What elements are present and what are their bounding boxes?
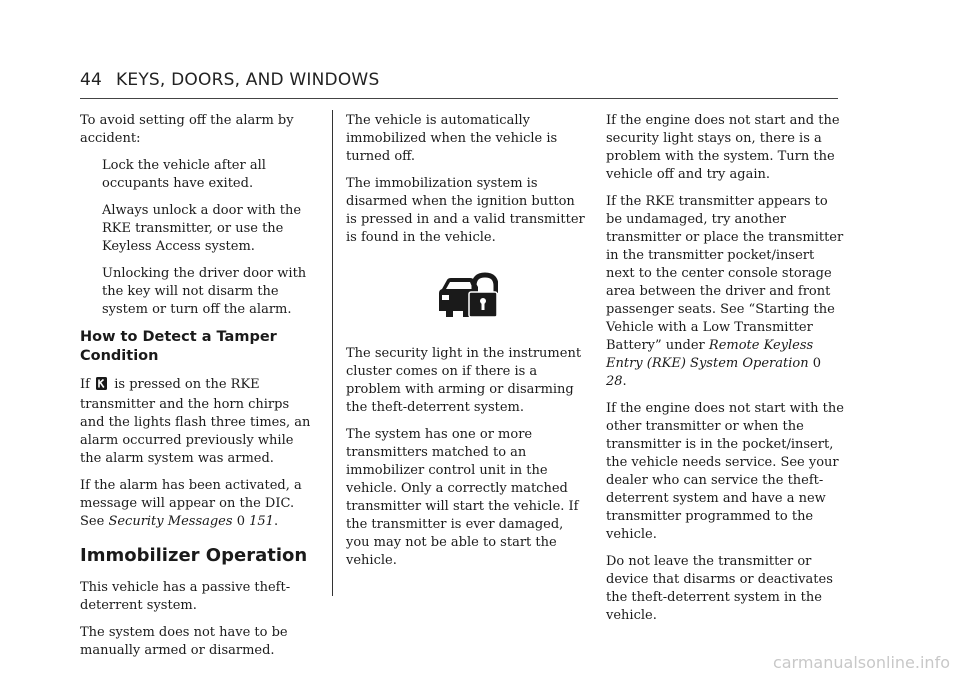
- page-ref: 151: [249, 514, 274, 529]
- security-light-figure: [346, 271, 586, 325]
- text: If the alarm has been activated, a message will appear on the DIC. See: [80, 478, 302, 529]
- column-3: [606, 112, 844, 634]
- xref-security-messages[interactable]: Security Messages: [108, 514, 233, 529]
- security-light-para: The security light in the instrument cluster comes on if there is a problem with arming or disarming the theft-deterrent system.: [346, 346, 582, 415]
- section-title: KEYS, DOORS, AND WINDOWS: [116, 70, 380, 90]
- engine-para-4: Do not leave the transmitter or device that disarms or deactivates the theft-deterrent system in the vehicle.: [606, 554, 833, 623]
- key-fob-lock-icon: [96, 377, 107, 396]
- engine-para-3: If the engine does not start with the other transmitter or when the transmitter is in the pocket/insert, the vehicle needs service. See your dealer who can service the theft-deterrent system and have a new transmitter programmed to the vehicle.: [606, 401, 844, 542]
- security-light-icon: [434, 271, 498, 321]
- heading-tamper: How to Detect a Tamper Condition: [80, 329, 277, 364]
- bullet: [80, 202, 102, 256]
- text: If: [80, 377, 90, 392]
- text: .: [622, 374, 627, 389]
- column-divider: [332, 110, 333, 596]
- engine-para-1: If the engine does not start and the security light stays on, there is a problem with the system. Turn the vehicle off and try again.: [606, 113, 840, 182]
- column-2: [346, 112, 586, 579]
- tamper-para-2: [80, 477, 316, 531]
- immob-para-3: The vehicle is automatically immobilized when the vehicle is turned off.: [346, 113, 558, 164]
- watermark: carmanualsonline.info: [772, 653, 950, 672]
- bullet: [80, 157, 102, 193]
- bullet-text: Lock the vehicle after all occupants have exited.: [102, 158, 266, 191]
- tamper-para-1: [80, 376, 316, 468]
- transmitter-para: The system has one or more transmitters matched to an immobilizer control unit in the vehicle. Only a correctly matched transmitter will start the vehicle. If the transmitter is ever damaged, you may not be able to start the vehicle.: [346, 427, 579, 568]
- alarm-intro: To avoid setting off the alarm by accident:: [80, 113, 294, 146]
- heading-immobilizer: Immobilizer Operation: [80, 545, 308, 566]
- bullet-text: Always unlock a door with the RKE transmitter, or use the Keyless Access system.: [102, 203, 302, 254]
- xref-rke-operation[interactable]: Remote Keyless Entry (RKE) System Operation: [606, 338, 814, 371]
- header-rule: [80, 98, 838, 99]
- text: If the RKE transmitter appears to be undamaged, try another transmitter or place the transmitter in the transmitter pocket/insert next to the center console storage area between the driver and front passenger seats. See “Starting the Vehicle with a Low Transmitter Battery” under: [606, 194, 844, 353]
- xref-symbol: 0: [812, 356, 821, 371]
- immob-para-2: The system does not have to be manually armed or disarmed.: [80, 625, 288, 658]
- text: is pressed on the RKE transmitter and the horn chirps and the lights flash three times, an alarm occurred previously while the alarm system was armed.: [80, 377, 311, 466]
- column-1: [80, 112, 316, 669]
- list-item: [80, 202, 316, 256]
- page-number: 44: [80, 70, 103, 90]
- bullet-subtext: Unlocking the driver door with the key will not disarm the system or turn off the alarm.: [102, 266, 307, 317]
- page-ref: 28: [606, 374, 623, 389]
- text: .: [273, 514, 279, 529]
- list-item: [80, 157, 316, 193]
- immob-para-1: This vehicle has a passive theft-deterrent system.: [80, 580, 291, 613]
- xref-symbol: 0: [236, 514, 245, 529]
- page-header: [80, 70, 379, 90]
- immob-para-4: The immobilization system is disarmed when the ignition button is pressed in and a valid transmitter is found in the vehicle.: [346, 176, 585, 245]
- engine-para-2: [606, 193, 844, 391]
